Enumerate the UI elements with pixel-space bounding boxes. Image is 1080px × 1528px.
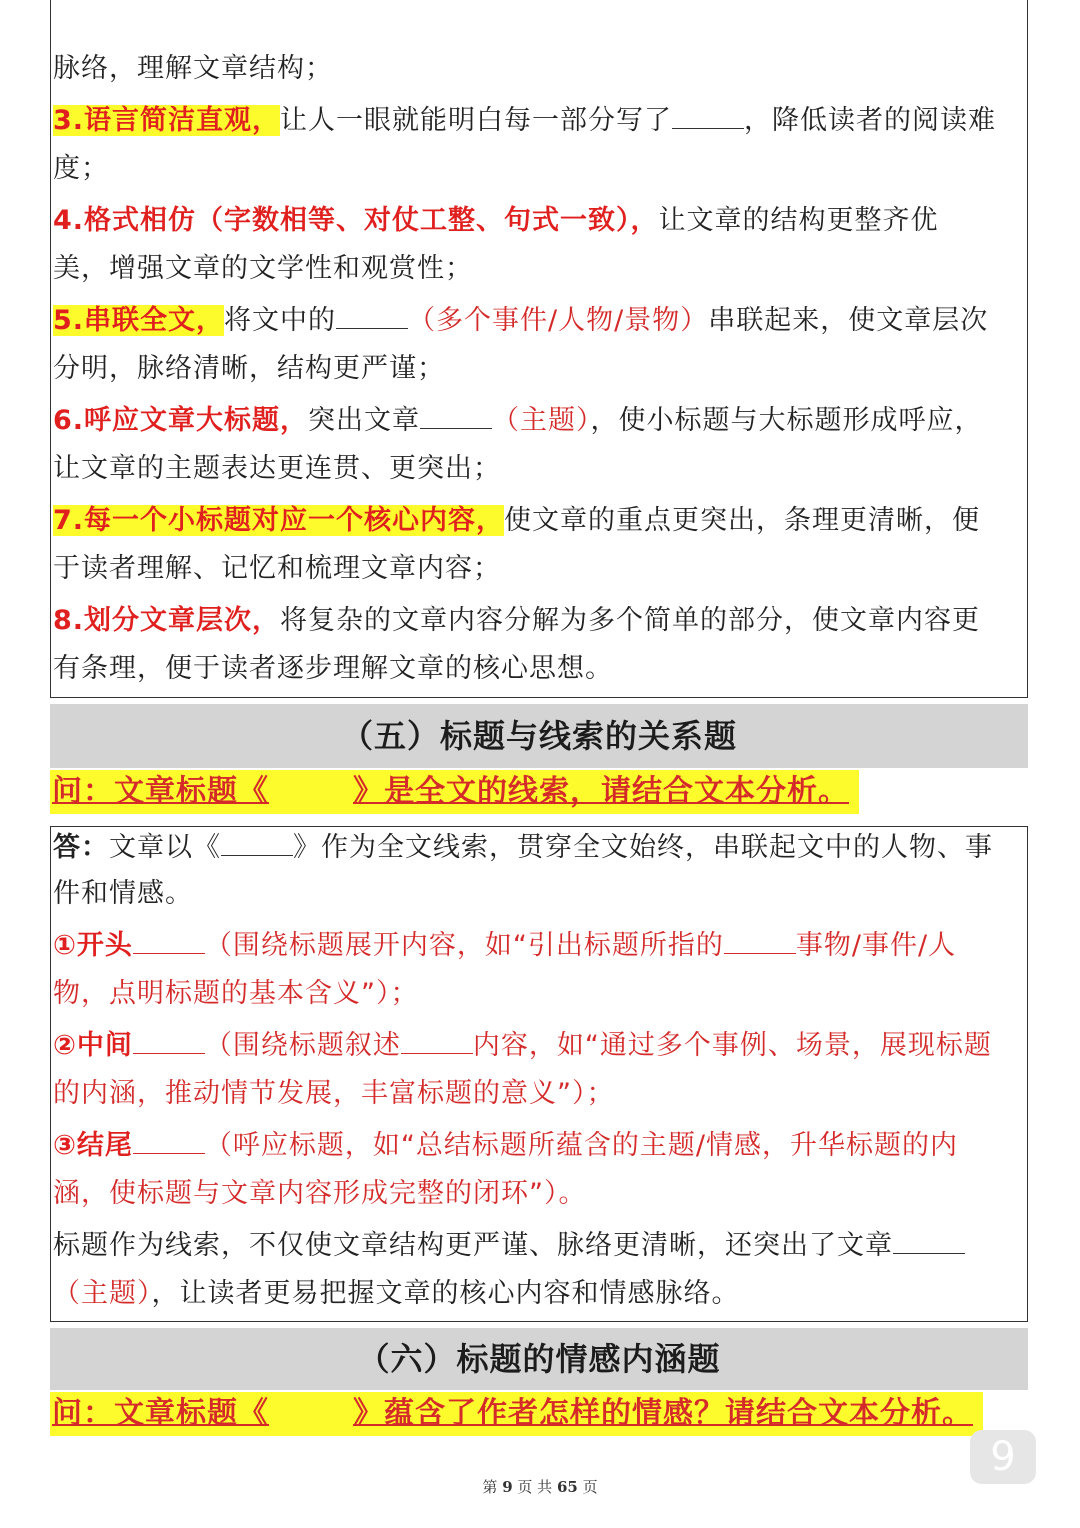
item-5-cont-text: 分明，脉络清晰，结构更严谨； (53, 353, 445, 384)
answer-blank[interactable] (336, 304, 408, 329)
page-footer (0, 1476, 1080, 1497)
item-6-text-b: ，使小标题与大标题形成呼应， (590, 405, 983, 436)
item-7-cont-text: 于读者理解、记忆和梳理文章内容； (53, 553, 501, 584)
item-8-cont-text: 有条理，便于读者逐步理解文章的核心思想。 (53, 653, 613, 684)
point-1-cont (53, 975, 419, 1013)
point-1-cont-text: 物，点明标题的基本含义”）； (53, 978, 419, 1009)
point-2-text: （围绕标题叙述 (204, 1030, 401, 1061)
point-2-cont-text: 的内涵，推动情节发展，丰富标题的意义”）； (53, 1078, 615, 1109)
point-3-label: ③结尾 (53, 1130, 133, 1161)
item-5-text: 将文中的 (224, 305, 337, 336)
answer-cont-text: 件和情感。 (53, 878, 193, 909)
item-5 (53, 302, 988, 340)
section-5-question (50, 770, 859, 814)
item-6-cont (53, 450, 501, 488)
item-8-text: 将复杂的文章内容分解为多个简单的部分，使文章内容更 (280, 605, 981, 636)
answer-text-a: 文章以《 (109, 832, 221, 863)
point-3-text: （呼应标题，如“总结标题所蕴含的主题/情感，升华标题的内 (204, 1130, 958, 1161)
item-5-label: 5.串联全文， (53, 305, 225, 336)
point-3-cont-text: 涵，使标题与文章内容形成完整的闭环”）。 (53, 1178, 587, 1209)
item-6-cont-text: 让文章的主题表达更连贯、更突出； (53, 453, 501, 484)
item-4-label: 4.格式相仿（字数相等、对仗工整、句式一致）， (53, 205, 659, 236)
summary-hint: （主题） (53, 1278, 152, 1309)
answer-blank[interactable] (672, 104, 744, 129)
content-box-clue (50, 826, 1028, 1322)
item-8 (53, 602, 980, 640)
item-4-cont-text: 美，增强文章的文学性和观赏性； (53, 253, 473, 284)
point-2-cont (53, 1075, 615, 1113)
question-text-a: 问：文章标题《 (52, 774, 269, 809)
summary-line (53, 1227, 965, 1265)
answer-blank[interactable] (133, 929, 205, 954)
page-number-badge: 9 (970, 1430, 1036, 1484)
text-line (53, 50, 333, 88)
summary-text-b: ，让读者更易把握文章的核心内容和情感脉络。 (151, 1278, 740, 1309)
item-5-hint: （多个事件/人物/景物） (408, 305, 709, 336)
item-5-text-b: 串联起来，使文章层次 (708, 305, 989, 336)
footer-total: 65 (556, 1478, 578, 1496)
item-6-hint: （主题） (492, 405, 591, 436)
content-box-structure (50, 0, 1028, 698)
point-1-text: （围绕标题展开内容，如“引出标题所指的 (204, 930, 724, 961)
answer-blank[interactable] (401, 1029, 473, 1054)
point-1-text-b: 事物/事件/人 (795, 930, 957, 961)
item-3-text: 让人一眼就能明白每一部分写了 (280, 105, 673, 136)
answer-line (53, 829, 993, 867)
item-3-text-b: ，降低读者的阅读难 (744, 105, 997, 136)
answer-text-b: 》作为全文线索，贯穿全文始终，串联起文中的人物、事 (293, 832, 993, 863)
answer-blank[interactable] (133, 1129, 205, 1154)
section-6-question (50, 1392, 983, 1436)
summary-cont (53, 1275, 740, 1313)
question-text-a: 问：文章标题《 (52, 1396, 269, 1431)
summary-text: 标题作为线索，不仅使文章结构更严谨、脉络更清晰，还突出了文章 (53, 1230, 893, 1261)
item-7-text: 使文章的重点更突出，条理更清晰，便 (504, 505, 981, 536)
footer-middle: 页 共 (512, 1478, 557, 1496)
line-text: 脉络，理解文章结构； (53, 53, 333, 84)
answer-blank[interactable] (221, 831, 293, 856)
point-2 (53, 1027, 992, 1065)
item-6-label: 6.呼应文章大标题， (53, 405, 309, 436)
footer-page: 9 (502, 1478, 513, 1496)
section-5-heading (50, 704, 1028, 768)
item-3-label: 3.语言简洁直观， (53, 105, 281, 136)
item-3-cont (53, 150, 109, 188)
answer-cont (53, 875, 193, 913)
item-4-text: 让文章的结构更整齐优 (658, 205, 939, 236)
footer-prefix: 第 (482, 1478, 503, 1496)
answer-label: 答： (53, 832, 109, 863)
item-3-cont-text: 度； (53, 153, 109, 184)
question-text-b: 》是全文的线索，请结合文本分析。 (353, 774, 849, 809)
item-4-cont (53, 250, 473, 288)
section-6-heading (50, 1328, 1028, 1390)
point-1 (53, 927, 956, 965)
answer-blank[interactable] (420, 404, 492, 429)
item-8-label: 8.划分文章层次， (53, 605, 281, 636)
section-5-title: （五）标题与线索的关系题 (340, 717, 737, 755)
item-6-text: 突出文章 (308, 405, 421, 436)
answer-blank[interactable] (724, 929, 796, 954)
question-text-b: 》蕴含了作者怎样的情感？请结合文本分析。 (353, 1396, 973, 1431)
item-3 (53, 102, 996, 140)
item-6 (53, 402, 983, 440)
answer-blank[interactable] (133, 1029, 205, 1054)
point-3-cont (53, 1175, 587, 1213)
point-3 (53, 1127, 958, 1165)
point-2-text-b: 内容，如“通过多个事例、场景，展现标题 (472, 1030, 992, 1061)
point-1-label: ①开头 (53, 930, 133, 961)
footer-suffix: 页 (577, 1478, 598, 1496)
point-2-label: ②中间 (53, 1030, 133, 1061)
answer-blank[interactable] (893, 1229, 965, 1254)
item-7-cont (53, 550, 501, 588)
section-6-title: （六）标题的情感内涵题 (357, 1340, 721, 1378)
item-8-cont (53, 650, 613, 688)
item-7 (53, 502, 980, 540)
item-7-label: 7.每一个小标题对应一个核心内容， (53, 505, 505, 536)
item-4 (53, 202, 939, 240)
item-5-cont (53, 350, 445, 388)
